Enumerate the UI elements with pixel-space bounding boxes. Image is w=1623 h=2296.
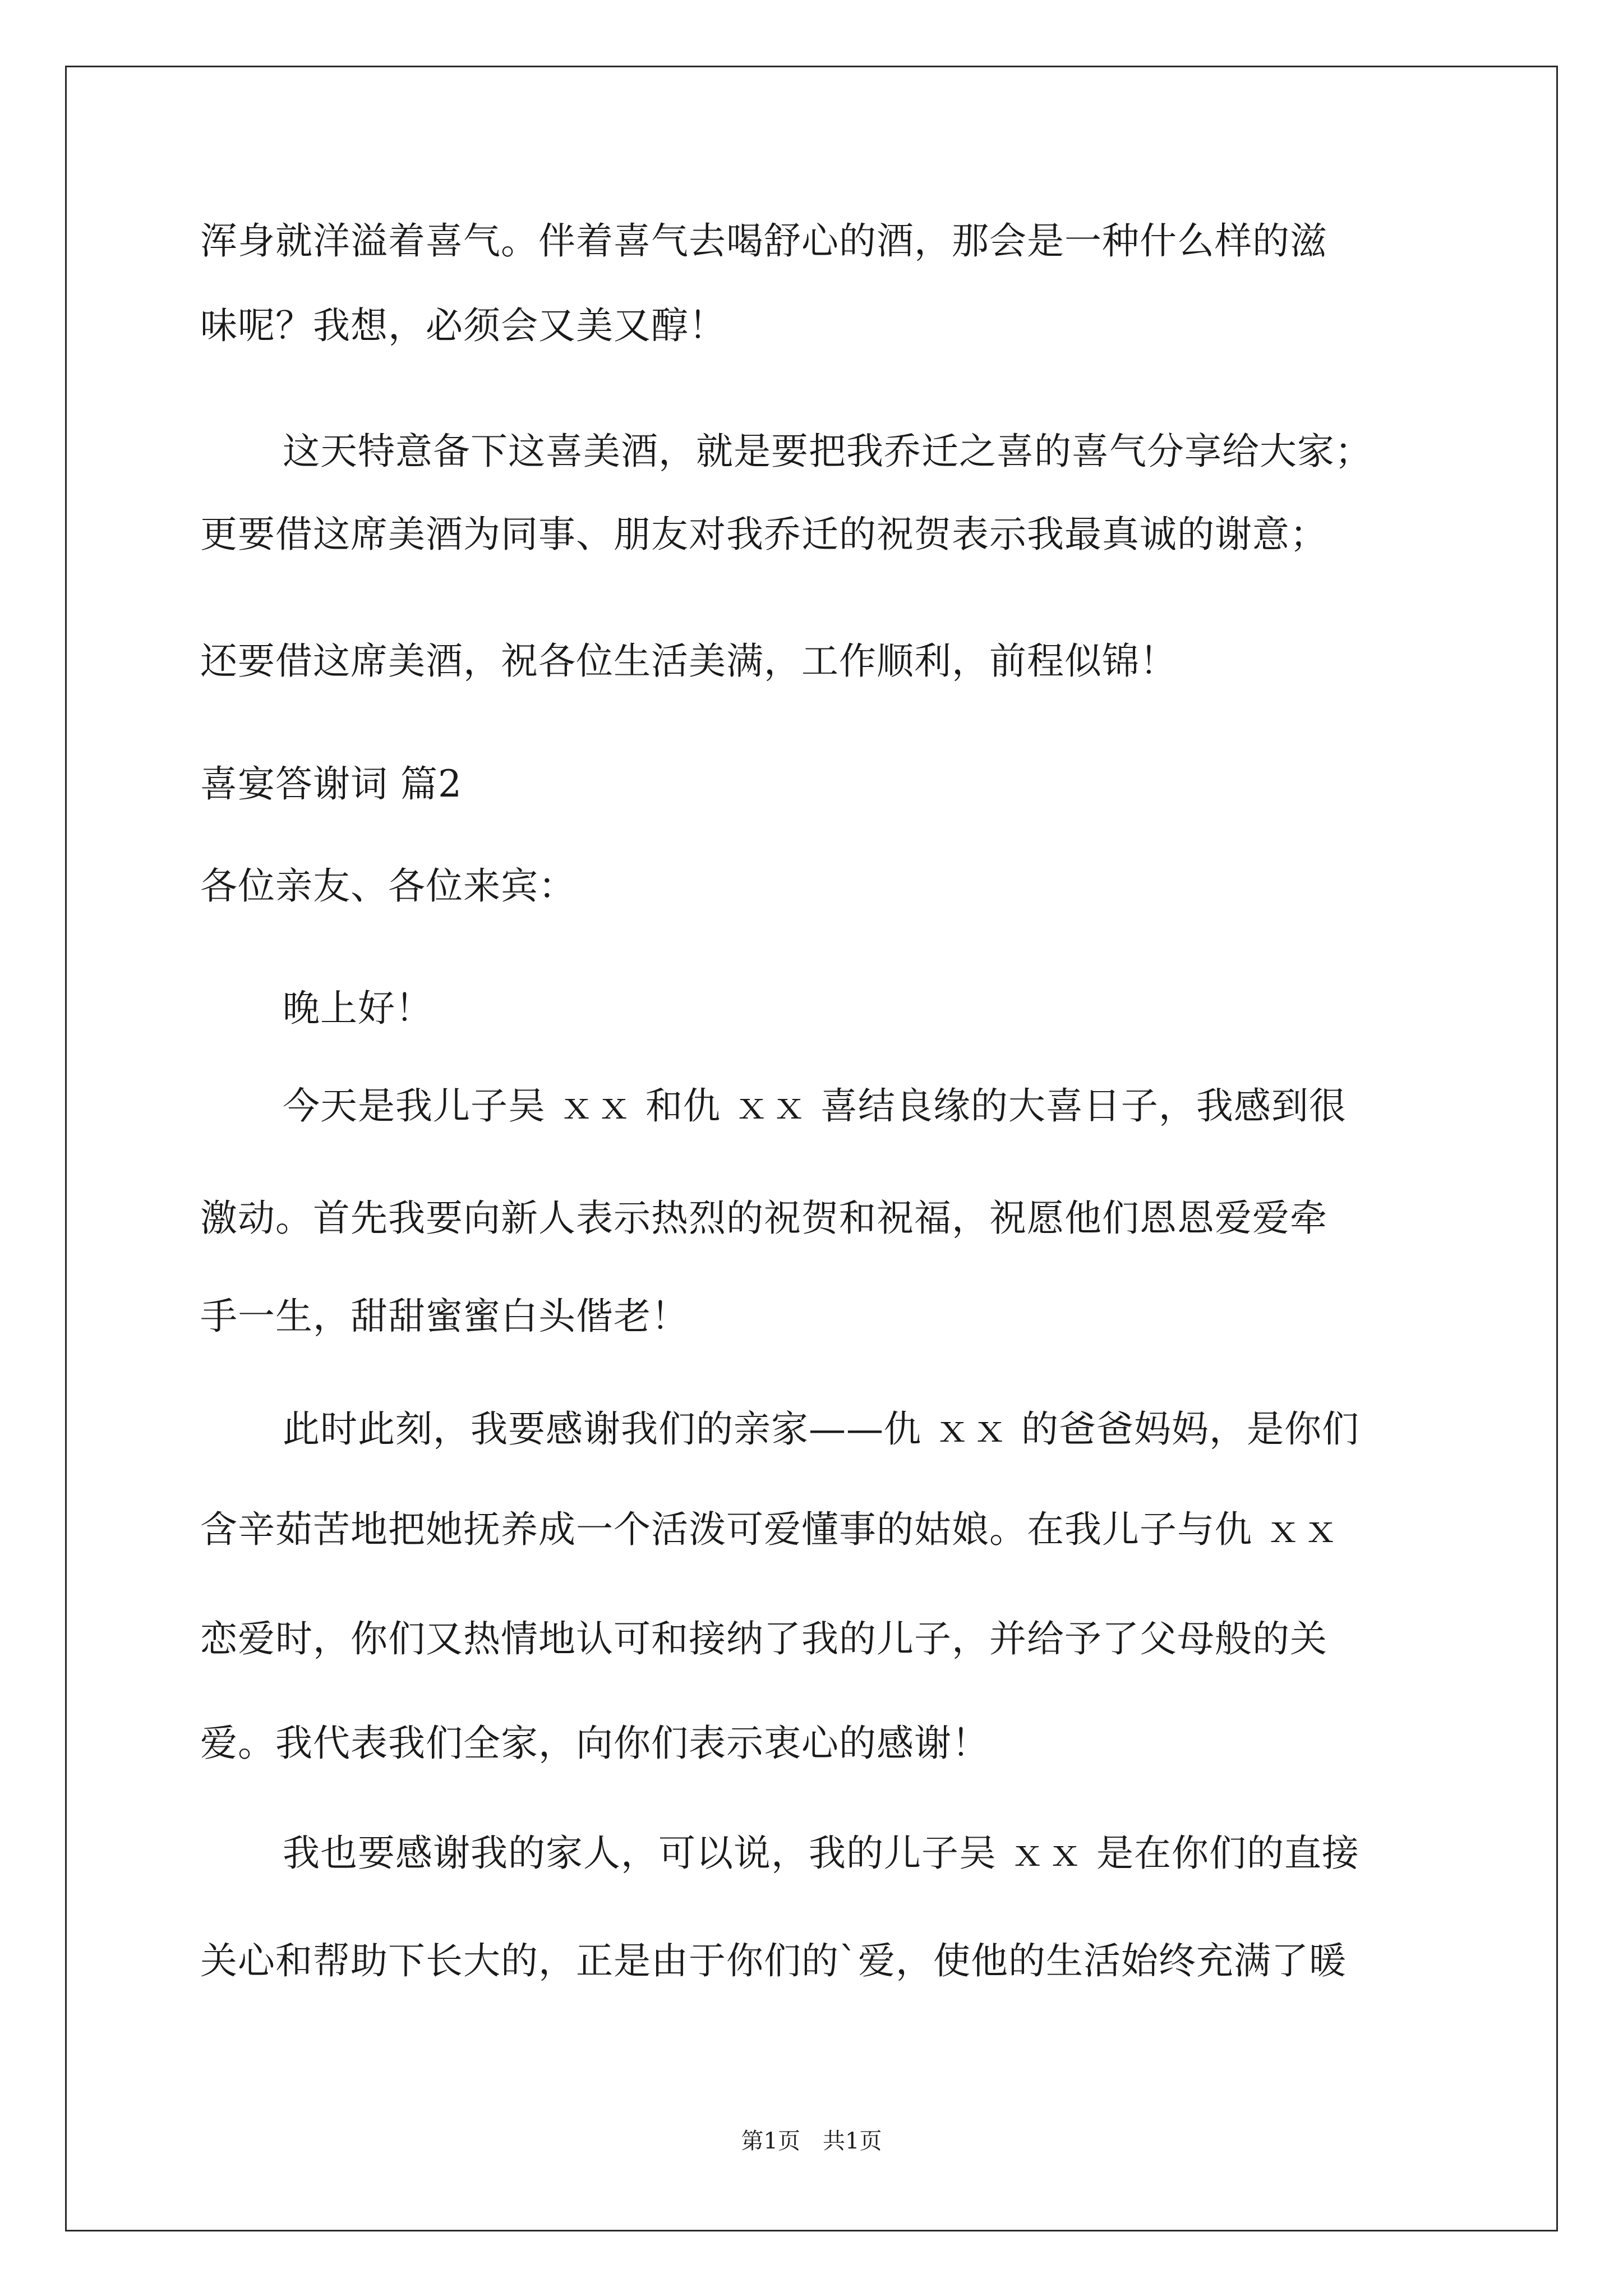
text-line: 爱。我代表我们全家，向你们表示衷心的感谢！ xyxy=(200,1722,989,1765)
text-line: 浑身就洋溢着喜气。伴着喜气去喝舒心的酒，那会是一种什么样的滋 xyxy=(200,219,1327,263)
text-line: 还要借这席美酒，祝各位生活美满，工作顺利，前程似锦！ xyxy=(200,639,1177,683)
text-line: 味呢？我想，必须会又美又醇！ xyxy=(200,304,726,347)
text-line: 今天是我儿子吴 ｘｘ 和仇 ｘｘ 喜结良缘的大喜日子，我感到很 xyxy=(283,1084,1347,1128)
text-line: 关心和帮助下长大的，正是由于你们的`爱，使他的生活始终充满了暖 xyxy=(200,1939,1347,1982)
text-line: 激动。首先我要向新人表示热烈的祝贺和祝福，祝愿他们恩恩爱爱牵 xyxy=(200,1197,1327,1240)
text-line: 我也要感谢我的家人，可以说，我的儿子吴 ｘｘ 是在你们的直接 xyxy=(283,1832,1359,1875)
text-line: 各位亲友、各位来宾： xyxy=(200,864,576,908)
section-heading: 喜宴答谢词 篇2 xyxy=(200,762,462,806)
text-line: 这天特意备下这喜美酒，就是要把我乔迁之喜的喜气分享给大家； xyxy=(283,430,1372,473)
page-number: 第1页 共1页 xyxy=(741,2128,882,2154)
text-line: 手一生，甜甜蜜蜜白头偕老！ xyxy=(200,1295,689,1338)
page-frame xyxy=(65,66,1558,2231)
text-line: 此时此刻，我要感谢我们的亲家——仇 ｘｘ 的爸爸妈妈，是你们 xyxy=(283,1407,1359,1451)
text-line: 恋爱时，你们又热情地认可和接纳了我的儿子，并给予了父母般的关 xyxy=(200,1617,1327,1660)
text-line: 更要借这席美酒为同事、朋友对我乔迁的祝贺表示我最真诚的谢意； xyxy=(200,513,1327,556)
text-line: 晚上好！ xyxy=(283,987,433,1030)
text-line: 含辛茹苦地把她抚养成一个活泼可爱懂事的姑娘。在我儿子与仇 ｘｘ xyxy=(200,1508,1340,1551)
